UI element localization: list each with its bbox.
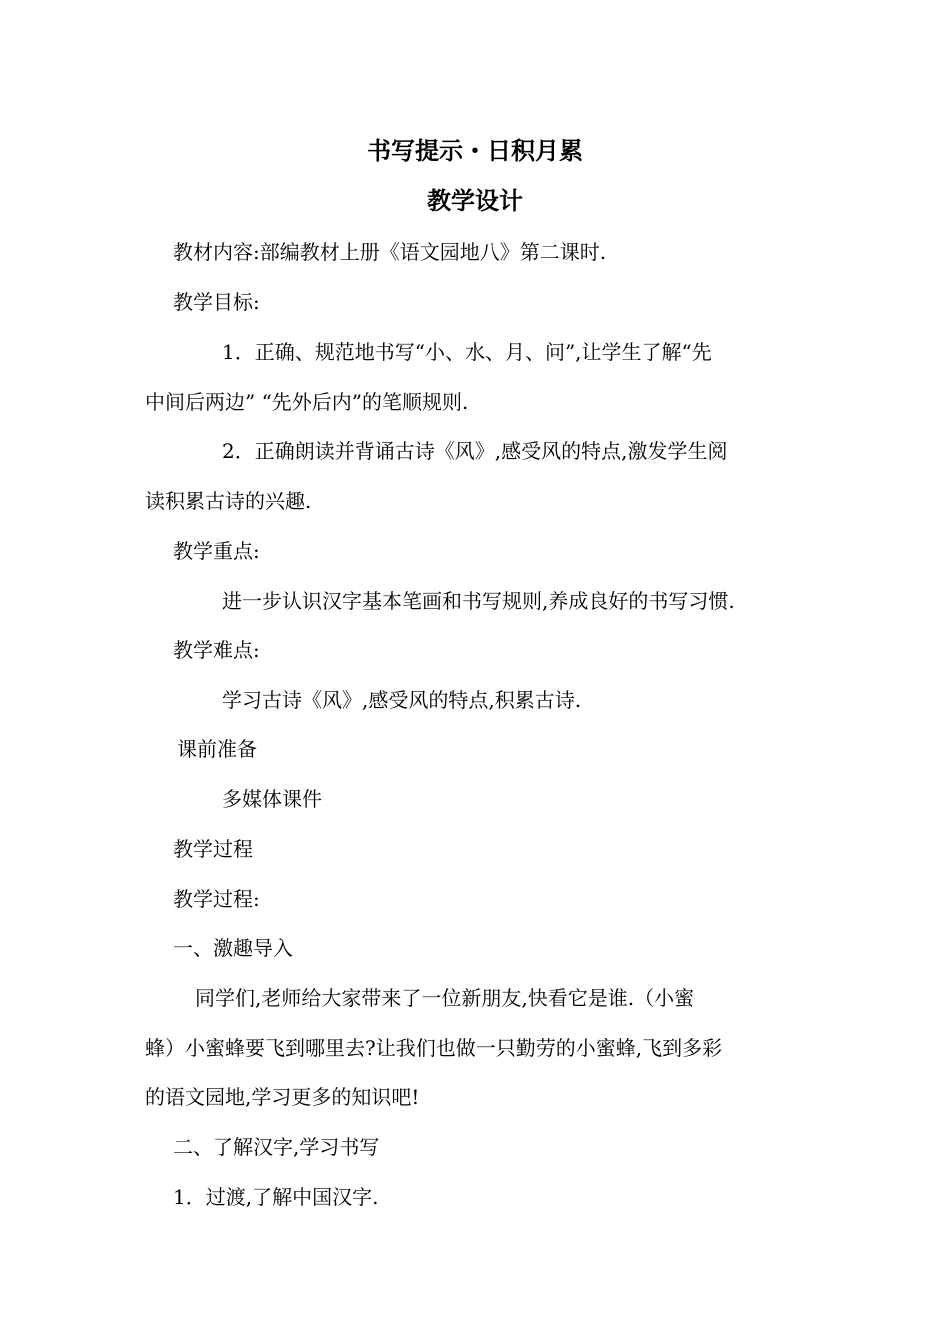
goal-2-line-1: 2．正确朗读并背诵古诗《风》,感受风的特点,激发学生阅 xyxy=(222,439,728,463)
teaching-goals-heading: 教学目标: xyxy=(173,290,260,314)
goal-1-line-2: 中间后两边” “先外后内”的笔顺规则. xyxy=(145,390,469,414)
process-heading: 教学过程 xyxy=(173,837,253,861)
section-1-heading: 一、激趣导入 xyxy=(173,936,293,960)
section-2-heading: 二、了解汉字,学习书写 xyxy=(173,1135,380,1159)
difficulties-heading: 教学难点: xyxy=(173,638,260,662)
key-points-text: 进一步认识汉字基本笔画和书写规则,养成良好的书写习惯. xyxy=(222,589,735,613)
preparation-heading: 课前准备 xyxy=(177,737,257,761)
intro-paragraph-line-3: 的语文园地,学习更多的知识吧! xyxy=(145,1085,420,1109)
document-title: 书写提示・日积月累 xyxy=(367,137,583,165)
goal-1-line-1: 1．正确、规范地书写“小、水、月、问”,让学生了解“先 xyxy=(222,340,712,364)
key-points-heading: 教学重点: xyxy=(173,539,260,563)
intro-paragraph-line-2: 蜂）小蜜蜂要飞到哪里去?让我们也做一只勤劳的小蜜蜂,飞到多彩 xyxy=(145,1036,723,1060)
document-subtitle: 教学设计 xyxy=(427,187,523,215)
goal-2-line-2: 读积累古诗的兴趣. xyxy=(145,489,312,513)
intro-paragraph-line-1: 同学们,老师给大家带来了一位新朋友,快看它是谁.（小蜜 xyxy=(195,986,695,1010)
preparation-text: 多媒体课件 xyxy=(222,787,322,811)
process-heading-2: 教学过程: xyxy=(173,887,260,911)
section-2-item-1: 1．过渡,了解中国汉字. xyxy=(173,1185,379,1209)
material-content-line: 教材内容:部编教材上册《语文园地八》第二课时. xyxy=(173,240,607,264)
difficulties-text: 学习古诗《风》,感受风的特点,积累古诗. xyxy=(222,688,582,712)
